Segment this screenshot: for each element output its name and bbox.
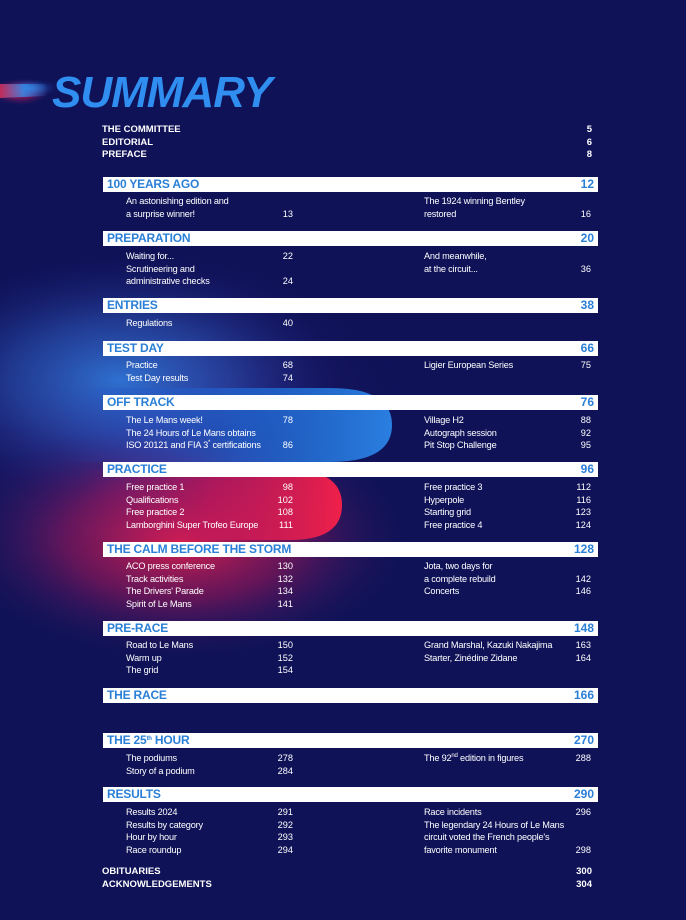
toc-page: 296 [575, 807, 591, 817]
toc-page: 146 [575, 586, 591, 596]
toc-page: 152 [277, 652, 293, 663]
toc-item[interactable]: restored [424, 208, 457, 219]
section-header-test-day[interactable] [103, 341, 598, 356]
title-part: THE 25 [107, 733, 147, 747]
toc-page: 16 [580, 208, 591, 219]
toc-page: 78 [282, 415, 293, 425]
toc-page: 40 [282, 318, 293, 328]
section-page: 270 [573, 733, 594, 747]
section-header-the-race[interactable] [103, 688, 598, 703]
toc-item[interactable]: The 24 Hours of Le Mans obtains [126, 427, 256, 438]
toc-page: 74 [282, 372, 293, 383]
toc-page: 24 [282, 276, 293, 286]
section-header-off-track[interactable] [103, 395, 598, 410]
toc-page: 291 [277, 807, 293, 817]
toc-page: 292 [277, 819, 293, 830]
toc-page-preface: 8 [586, 149, 592, 160]
section-page: 96 [580, 462, 594, 476]
toc-page-obituaries: 300 [576, 866, 592, 877]
toc-page: 98 [282, 482, 293, 492]
toc-item[interactable]: Practice [126, 360, 158, 370]
toc-item-text: ISO 20121 and FIA 3 [126, 440, 209, 450]
toc-page: 13 [282, 208, 293, 219]
toc-page-committee: 5 [586, 124, 592, 135]
toc-item[interactable]: favorite monument [424, 844, 497, 855]
toc-entry-acknowledgements[interactable]: ACKNOWLEDGEMENTS [102, 878, 212, 890]
toc-item[interactable]: Hour by hour [126, 832, 177, 842]
toc-item[interactable]: The legendary 24 Hours of Le Mans [424, 819, 564, 830]
toc-item[interactable]: Scrutineering and [126, 263, 195, 274]
section-page: 76 [580, 395, 594, 409]
toc-page: 92 [580, 427, 591, 438]
toc-item[interactable]: The 1924 winning Bentley [424, 196, 525, 206]
section-title: RESULTS [107, 787, 161, 801]
toc-page: 88 [580, 415, 591, 425]
toc-item[interactable]: ACO press conference [126, 561, 215, 571]
section-page: 166 [573, 688, 594, 702]
toc-item[interactable]: Lamborghini Super Trofeo Europe [126, 519, 259, 530]
section-title: PRACTICE [107, 462, 167, 476]
toc-item[interactable]: And meanwhile, [424, 251, 487, 261]
section-header-calm-before-the-storm[interactable] [103, 542, 598, 557]
toc-page: 22 [282, 251, 293, 261]
toc-item[interactable]: a complete rebuild [424, 573, 496, 584]
page-title: SUMMARY [52, 68, 272, 117]
toc-page: 95 [580, 440, 591, 450]
toc-page: 293 [277, 832, 293, 842]
section-title: THE RACE [107, 688, 167, 702]
section-header-results[interactable] [103, 787, 598, 802]
toc-page-editorial: 6 [586, 136, 592, 148]
toc-item[interactable]: Free practice 1 [126, 482, 185, 492]
toc-item[interactable]: Track activities [126, 573, 184, 584]
toc-page: 288 [575, 753, 591, 763]
toc-item[interactable]: at the circuit... [424, 263, 478, 274]
toc-item[interactable]: Results 2024 [126, 807, 178, 817]
toc-item[interactable]: ISO 20121 and FIA 3* certifications [126, 440, 261, 450]
toc-item[interactable]: The grid [126, 665, 159, 675]
toc-page: 116 [576, 494, 591, 505]
toc-page: 284 [277, 765, 293, 776]
toc-item[interactable]: Story of a podium [126, 765, 195, 776]
section-header-practice[interactable] [103, 462, 598, 477]
toc-item[interactable] [424, 752, 523, 765]
section-title: 100 YEARS AGO [107, 177, 200, 191]
toc-page: 134 [277, 586, 293, 596]
section-header-25th-hour[interactable] [103, 733, 598, 748]
toc-item[interactable]: Spirit of Le Mans [126, 598, 192, 609]
toc-item[interactable]: An astonishing edition and [126, 196, 229, 206]
toc-page: 141 [277, 598, 293, 609]
toc-item[interactable]: The podiums [126, 753, 177, 763]
section-title: PREPARATION [107, 231, 191, 245]
toc-page: 130 [277, 561, 293, 571]
toc-item[interactable]: Free practice 2 [126, 507, 185, 517]
toc-page: 108 [277, 507, 293, 517]
toc-entry-editorial[interactable]: EDITORIAL [102, 136, 154, 148]
toc-item[interactable]: Hyperpole [424, 494, 465, 505]
toc-item[interactable]: circuit voted the French people's [424, 832, 550, 842]
toc-item[interactable]: Waiting for... [126, 251, 174, 261]
superscript: * [208, 440, 211, 446]
section-title: THE CALM BEFORE THE STORM [107, 542, 292, 556]
toc-page: 124 [575, 519, 591, 530]
toc-page: 278 [277, 753, 293, 763]
toc-item[interactable]: Road to Le Mans [126, 640, 193, 650]
section-page: 12 [580, 177, 594, 191]
toc-item[interactable]: a surprise winner! [126, 208, 195, 219]
section-header-entries[interactable] [103, 298, 598, 313]
toc-item-text: edition in figures [457, 753, 524, 763]
toc-entry-obituaries[interactable]: OBITUARIES [102, 866, 161, 877]
toc-item[interactable]: Free practice 3 [424, 482, 483, 492]
toc-item[interactable]: Jota, two days for [424, 561, 493, 571]
toc-item[interactable]: Free practice 4 [424, 519, 483, 530]
superscript: th [146, 736, 152, 742]
toc-item[interactable]: Village H2 [424, 415, 464, 425]
toc-item[interactable]: Race roundup [126, 844, 182, 855]
toc-page: 123 [575, 507, 591, 517]
toc-item[interactable]: Warm up [126, 652, 162, 663]
toc-item[interactable]: Autograph session [424, 427, 497, 438]
toc-page: 111 [279, 519, 293, 530]
toc-item[interactable]: Concerts [424, 586, 460, 596]
toc-page: 86 [282, 440, 293, 450]
toc-item[interactable]: Test Day results [126, 372, 189, 383]
section-page: 38 [580, 298, 594, 312]
section-title [107, 733, 189, 748]
toc-page: 294 [277, 844, 293, 855]
section-page: 128 [573, 542, 594, 556]
toc-entry-committee[interactable]: THE COMMITTEE [102, 124, 181, 135]
toc-item[interactable]: administrative checks [126, 276, 210, 286]
toc-item[interactable]: The Le Mans week! [126, 415, 203, 425]
toc-item[interactable]: Starting grid [424, 507, 471, 517]
toc-page: 36 [580, 263, 591, 274]
toc-item[interactable]: Regulations [126, 318, 173, 328]
section-title: PRE-RACE [107, 621, 169, 635]
toc-page: 150 [277, 640, 293, 650]
toc-page: 68 [282, 360, 293, 370]
section-title: TEST DAY [107, 341, 164, 355]
toc-item-text: The 92 [424, 753, 452, 763]
section-page: 290 [573, 787, 594, 801]
toc-item[interactable]: Starter, Zinédine Zidane [424, 652, 518, 663]
toc-page: 102 [277, 494, 293, 505]
section-title: ENTRIES [107, 298, 158, 312]
toc-item[interactable]: Pit Stop Challenge [424, 440, 497, 450]
superscript: nd [451, 753, 458, 759]
section-header-preparation[interactable] [103, 231, 598, 246]
section-header-100-years-ago[interactable] [103, 177, 598, 192]
section-page: 66 [580, 341, 594, 355]
toc-item[interactable]: Grand Marshal, Kazuki Nakajima [424, 640, 553, 650]
toc-item[interactable]: Ligier European Series [424, 360, 514, 370]
toc-page: 112 [576, 482, 591, 492]
toc-entry-preface[interactable]: PREFACE [102, 149, 147, 160]
title-part: HOUR [151, 733, 190, 747]
toc-page: 154 [277, 665, 293, 675]
toc-item[interactable]: Results by category [126, 819, 203, 830]
toc-page: 298 [575, 844, 591, 855]
section-header-pre-race[interactable] [103, 621, 598, 636]
toc-page: 164 [575, 652, 591, 663]
section-page: 148 [573, 621, 594, 635]
toc-page: 163 [575, 640, 591, 650]
toc-page: 132 [277, 573, 293, 584]
section-title: OFF TRACK [107, 395, 175, 409]
toc-page: 75 [580, 360, 591, 370]
section-page: 20 [580, 231, 594, 245]
toc-page: 142 [575, 573, 591, 584]
toc-page-acknowledgements: 304 [576, 878, 592, 890]
toc-item[interactable]: Race incidents [424, 807, 482, 817]
toc-item[interactable]: The Drivers' Parade [126, 586, 204, 596]
toc-item[interactable]: Qualifications [126, 494, 179, 505]
